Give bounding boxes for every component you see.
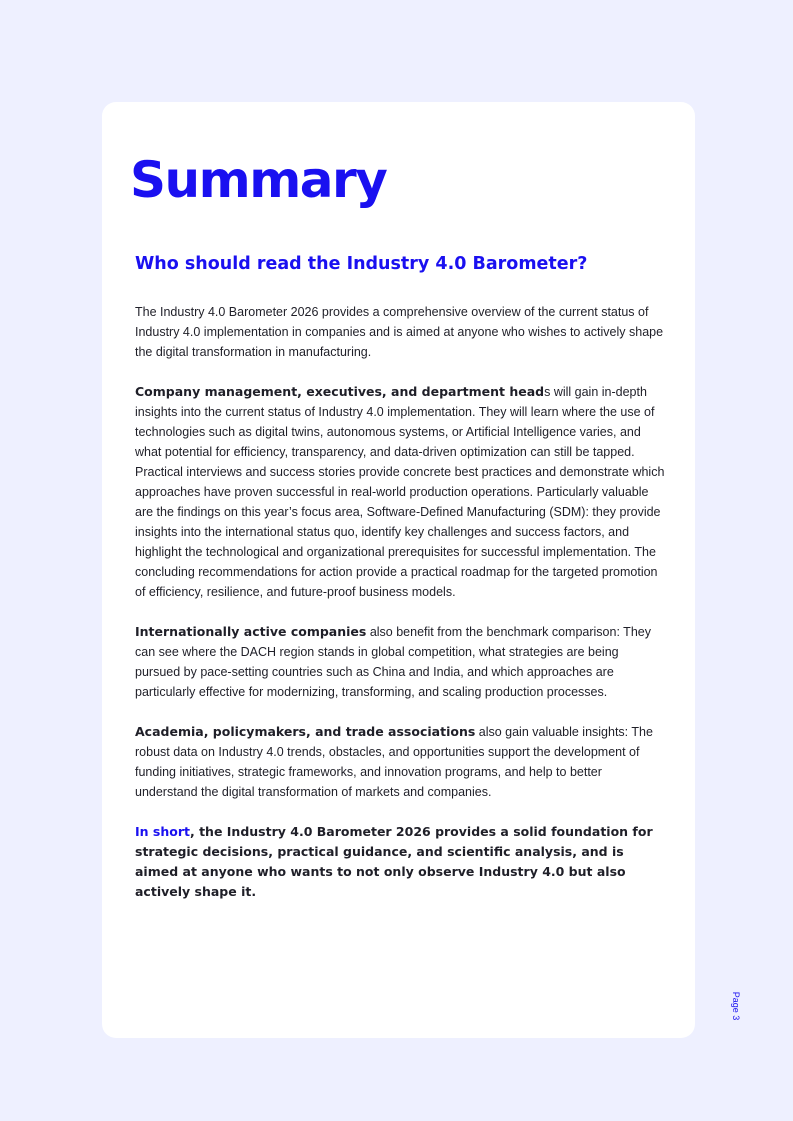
management-lead: Company management, executives, and department head [135,384,545,399]
international-paragraph [135,622,667,702]
international-lead: Internationally active companies [135,624,367,639]
summary-body [135,302,667,922]
conclusion-text: , the Industry 4.0 Barometer 2026 provides a solid foundation for strategic decisions, practical guidance, and scientific analysis, and is aimed at anyone who wants to not only observe Industry 4.0 but also actively shape it. [135,824,653,899]
academia-paragraph [135,722,667,802]
management-paragraph [135,382,667,602]
section-heading: Who should read the Industry 4.0 Barometer? [135,254,588,274]
management-text: s will gain in-depth insights into the current status of Industry 4.0 implementation. They will learn where the use of technologies such as digital twins, autonomous systems, or Artificial Intelligence varies, and what potential for efficiency, transparency, and data-driven optimization can still be tapped. Practical interviews and success stories provide concrete best practices and demonstrate which approaches have proven successful in real-world production operations. Particularly valuable are the findings on this year’s focus area, Software-Defined Manufacturing (SDM): they provide insights into the international status quo, identify key challenges and success factors, and highlight the technological and organizational prerequisites for successful implementation. The concluding recommendations for action provide a practical roadmap for the targeted promotion of efficiency, resilience, and future-proof business models. [135,385,665,599]
intro-paragraph: The Industry 4.0 Barometer 2026 provides a comprehensive overview of the current status of Industry 4.0 implementation in companies and is aimed at anyone who wishes to actively shape the digital transformation in manufacturing. [135,305,664,359]
page-number: Page 3 [731,991,741,1021]
conclusion-paragraph [135,822,667,902]
international-text: also benefit from the benchmark comparison: They can see where the DACH region stands in global competition, what strategies are being pursued by pace-setting countries such as China and India, and which approaches are particularly effective for modernizing, transforming, and scaling production processes. [135,625,651,699]
academia-text: also gain valuable insights: The robust data on Industry 4.0 trends, obstacles, and opportunities support the development of funding initiatives, strategic frameworks, and innovation programs, and help to better understand the digital transformation of markets and companies. [135,725,653,799]
page-title: Summary [130,151,387,209]
conclusion-lead: In short [135,824,190,839]
academia-lead: Academia, policymakers, and trade associations [135,724,476,739]
